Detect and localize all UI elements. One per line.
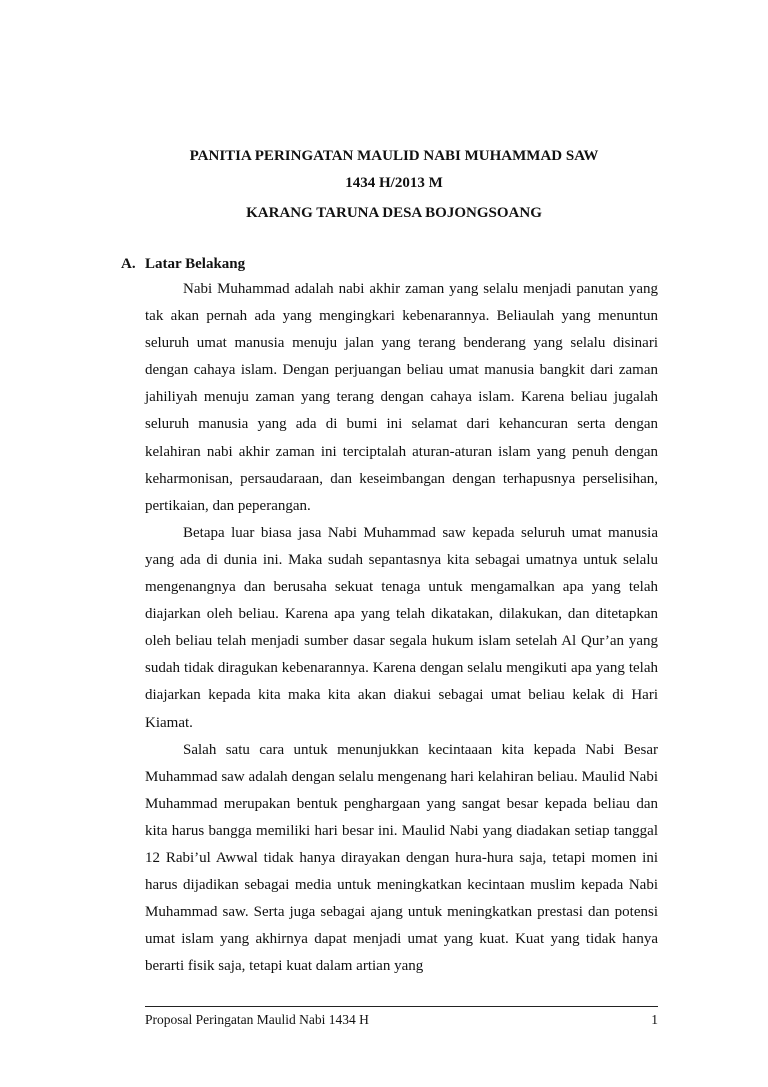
section-letter: A. <box>121 256 136 272</box>
paragraph-3: Salah satu cara untuk menunjukkan kecintaaan kita kepada Nabi Besar Muhammad saw adalah dengan selalu mengenang hari kelahiran beliau. Maulid Nabi Muhammad merupakan bentuk penghargaan yang sangat besar kepada beliau dan kita harus bangga memiliki hari besar ini. Maulid Nabi yang diadakan setiap tanggal 12 Rabi’ul Awwal tidak hanya dirayakan dengan hura-hura saja, tetapi momen ini harus dijadikan sebagai media untuk meningkatkan kecintaan muslim kepada Nabi Muhammad saw. Serta juga sebagai ajang untuk meningkatkan prestasi dan potensi umat islam yang akhirnya dapat menjadi umat yang kuat. Kuat yang tidak hanya berarti fisik saja, tetapi kuat dalam artian yang <box>145 741 658 975</box>
title-line-year: 1434 H/2013 M <box>345 175 443 191</box>
paragraph-1: Nabi Muhammad adalah nabi akhir zaman yang selalu menjadi panutan yang tak akan pernah ada yang mengingkari kebenarannya. Beliaulah yang menuntun seluruh umat manusia menuju jalan yang terang benderang yang selalu disinari dengan cahaya islam. Dengan perjuangan beliau umat manusia bangkit dari zaman jahiliyah menuju zaman yang terang dengan cahaya islam. Karena beliau jugalah seluruh manusia yang ada di bumi ini selamat dari kehancuran serta dengan kelahiran nabi akhir zaman ini terciptalah aturan-aturan islam yang penuh dengan keharmonisan, persaudaraan, dan keseimbangan dengan terhapusnya perselisihan, pertikaian, dan peperangan. <box>145 281 658 514</box>
title-line-committee: PANITIA PERINGATAN MAULID NABI MUHAMMAD SAW <box>189 148 599 164</box>
section-title: Latar Belakang <box>145 256 246 272</box>
section-heading <box>121 252 245 276</box>
paragraph-2: Betapa luar biasa jasa Nabi Muhammad saw kepada seluruh umat manusia yang ada di dunia ini. Maka sudah sepantasnya kita sebagai umatnya untuk selalu mengenangnya dan berusaha sekuat tenaga untuk mengamalkan apa yang telah diajarkan oleh beliau. Karena apa yang telah dikatakan, dilakukan, dan ditetapkan oleh beliau telah menjadi sumber dasar segala hukum islam setelah Al Qur’an yang sudah tidak diragukan kebenarannya. Karena dengan selalu mengikuti apa yang telah diajarkan kepada kita maka kita akan diakui sebagai umat beliau kelak di Hari Kiamat. <box>145 524 658 731</box>
footer-title: Proposal Peringatan Maulid Nabi 1434 H <box>145 1012 369 1027</box>
page-number: 1 <box>651 1012 658 1027</box>
document-title <box>120 143 668 227</box>
section-body <box>145 276 658 980</box>
page-footer <box>145 1006 658 1029</box>
title-line-organization: KARANG TARUNA DESA BOJONGSOANG <box>246 205 542 221</box>
